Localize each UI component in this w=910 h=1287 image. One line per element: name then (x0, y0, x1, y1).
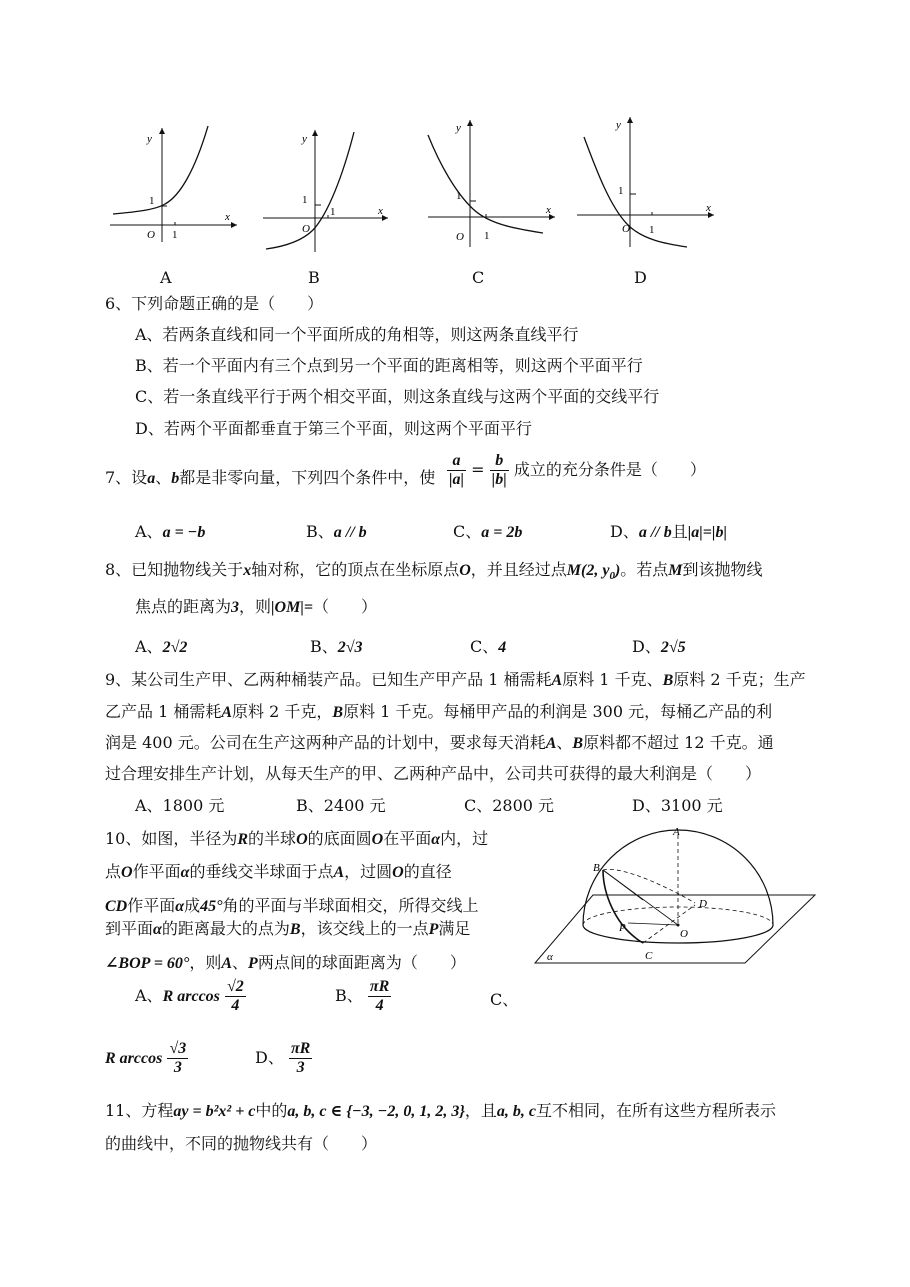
graph-b-y: y (302, 133, 307, 145)
q9-line2: 乙产品 1 桶需耗A原料 2 千克，B原料 1 千克。每桶甲产品的利润是 300 元，每桶乙产品的利 (105, 702, 773, 721)
graph-label-b: B (308, 268, 320, 287)
q6-stem: 6、下列命题正确的是（ ） (105, 294, 324, 313)
q9-option-c: C、2800 元 (464, 796, 555, 815)
graph-b-origin: O (302, 223, 310, 235)
graph-c-one-y: 1 (456, 190, 462, 202)
q9-option-b: B、2400 元 (296, 796, 386, 815)
fig-label-b: B (593, 862, 600, 874)
q7-option-c: C、a = 2b (453, 522, 523, 541)
q10-option-d: D、 $\frac{\pi R}{3}$ (255, 1040, 311, 1076)
graph-d-origin: O (622, 223, 630, 235)
q7-stem: 7、设a、b都是非零向量，下列四个条件中，使 (105, 468, 436, 487)
graph-b-one-x: 1 (330, 206, 336, 218)
q8-option-d: D、2√5 (632, 637, 686, 656)
graph-d (572, 112, 722, 252)
graph-c-one-x: 1 (484, 230, 490, 242)
fig-label-a: A (673, 826, 680, 838)
q7-fraction: $\frac{a}{|a|}$ = $\frac{b}{|b|}$ 成立的充分条件是（ ） (449, 452, 706, 488)
q10-option-c: C、 (490, 990, 519, 1009)
graph-label-c: C (472, 268, 485, 287)
q10-option-c-value: R arccos $\frac{√3}{3}$ (105, 1040, 187, 1076)
q10-line4: 到平面α的距离最大的点为B，该交线上的一点P满足 (105, 919, 471, 938)
q10-line1: 10、如图，半径为R的半球O的底面圆O在平面α内，过 (105, 829, 489, 848)
q10-line3: CD作平面α成45°角的平面与半球面相交，所得交线上 (105, 896, 479, 915)
q8-option-c: C、4 (470, 637, 507, 656)
graph-c-origin: O (456, 231, 464, 243)
q6-option-c: C、若一条直线平行于两个相交平面，则这条直线与这两个平面的交线平行 (135, 387, 660, 406)
q11-line2: 的曲线中，不同的抛物线共有（ ） (105, 1134, 378, 1153)
graph-b (258, 120, 398, 255)
q9-line3: 润是 400 元。公司在生产这两种产品的计划中，要求每天消耗A、B原料都不超过 12 千克。通 (105, 733, 774, 752)
fig-label-alpha: α (547, 951, 553, 963)
fig-label-d: D (699, 898, 707, 910)
graph-label-a: A (160, 268, 172, 287)
q6-option-d: D、若两个平面都垂直于第三个平面，则这两个平面平行 (135, 419, 532, 438)
q9-option-a: A、1800 元 (135, 796, 225, 815)
q7-option-d: D、a // b且|a|=|b| (610, 522, 727, 541)
graph-a-origin: O (147, 229, 155, 241)
graph-d-one-x: 1 (649, 224, 655, 236)
graph-a (105, 120, 245, 245)
q10-line5: ∠BOP = 60°，则A、P两点间的球面距离为（ ） (105, 953, 466, 972)
q8-line2: 焦点的距离为3，则|OM|=（ ） (135, 597, 377, 616)
fig-label-c: C (645, 950, 653, 962)
q9-line1: 9、某公司生产甲、乙两种桶装产品。已知生产甲产品 1 桶需耗A原料 1 千克、B原料 2 千克；生产 (105, 670, 806, 689)
fig-label-o: O (680, 928, 688, 940)
q7-option-b: B、a // b (306, 522, 367, 541)
q6-option-a: A、若两条直线和同一个平面所成的角相等，则这两条直线平行 (135, 325, 579, 344)
graph-c-x: x (546, 204, 551, 216)
q10-option-a: A、R arccos $\frac{√2}{4}$ (135, 978, 244, 1014)
graph-b-one-y: 1 (302, 194, 308, 206)
q10-line2: 点O作平面α的垂线交半球面于点A，过圆O的直径 (105, 862, 452, 881)
q6-option-b: B、若一个平面内有三个点到另一个平面的距离相等，则这两个平面平行 (135, 356, 643, 375)
graph-d-one-y: 1 (618, 185, 624, 197)
q8-option-b: B、2√3 (310, 637, 363, 656)
q11-line1: 11、方程ay = b²x² + c中的a, b, c ∈ {−3, −2, 0, 1, 2, 3}，且a, b, c互不相同，在所有这些方程所表示 (105, 1101, 777, 1120)
graph-d-y: y (616, 119, 621, 131)
graph-a-y: y (147, 133, 152, 145)
graph-d-x: x (706, 202, 711, 214)
graph-a-one-y: 1 (149, 195, 155, 207)
graph-b-x: x (378, 205, 383, 217)
hemisphere-figure (533, 825, 818, 967)
fig-label-p: P (619, 922, 626, 934)
graph-c-y: y (456, 122, 461, 134)
q9-option-d: D、3100 元 (632, 796, 723, 815)
q7-option-a: A、a = −b (135, 522, 206, 541)
q8-option-a: A、2√2 (135, 637, 188, 656)
q9-line4: 过合理安排生产计划，从每天生产的甲、乙两种产品中，公司共可获得的最大利润是（ ） (105, 764, 762, 783)
q10-option-b: B、 $\frac{\pi R}{4}$ (335, 978, 390, 1014)
graph-label-d: D (634, 268, 647, 287)
graph-a-one-x: 1 (172, 229, 178, 241)
graph-a-x: x (225, 211, 230, 223)
q8-line1: 8、已知抛物线关于x轴对称，它的顶点在坐标原点O，并且经过点M(2, $y_0$)。若点M到该抛物线 (105, 560, 763, 583)
graph-c (418, 115, 563, 250)
